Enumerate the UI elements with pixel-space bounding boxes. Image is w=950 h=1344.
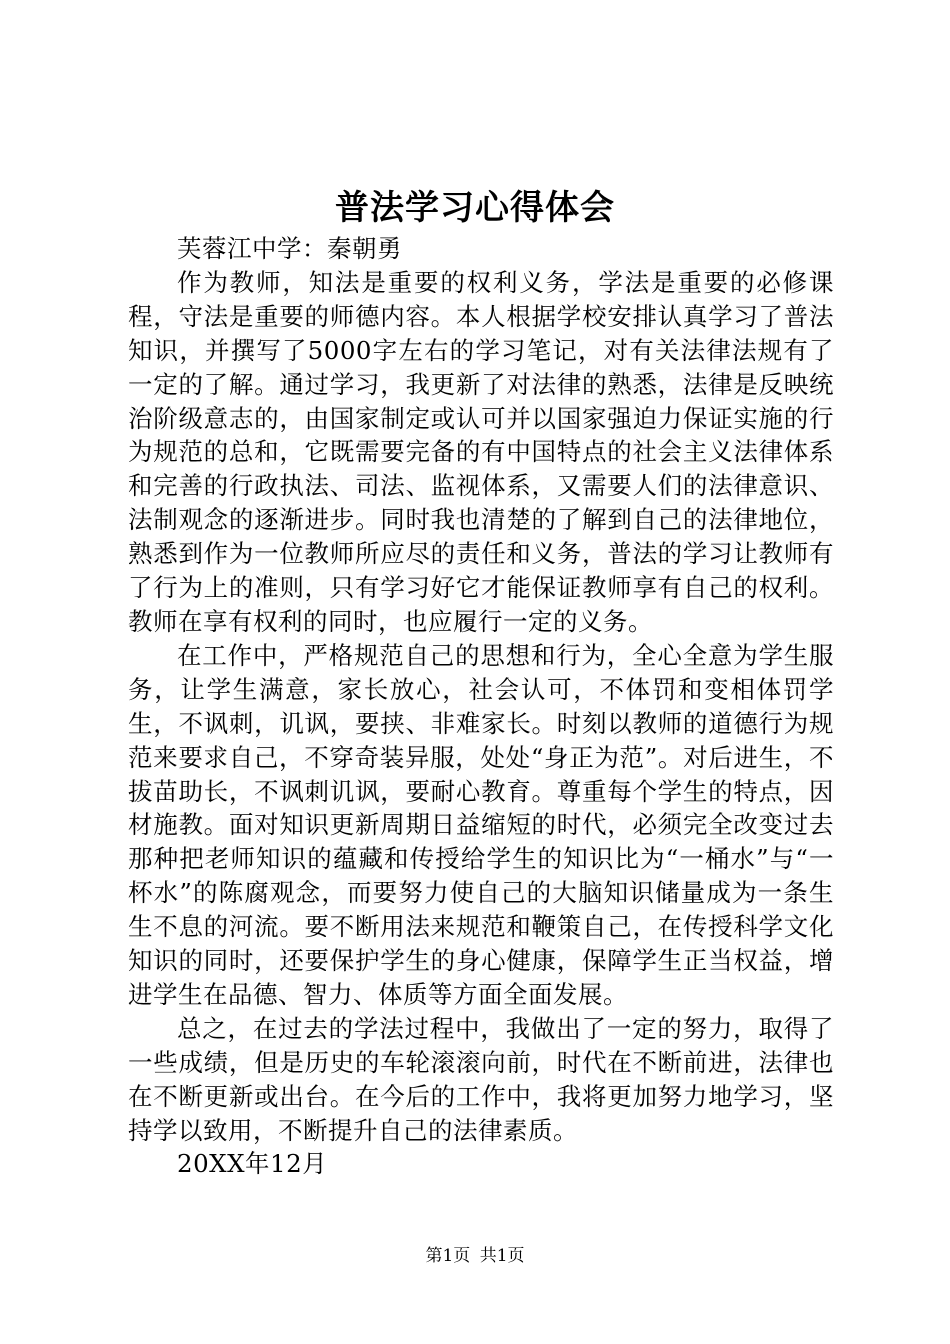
document-title: 普法学习心得体会: [335, 188, 615, 228]
paragraph-3: 总之，在过去的学法过程中，我做出了一定的努力，取得了一些成绩，但是历史的车轮滚滚向前，时代在不断前进，法律也在不断更新或出台。在今后的工作中，我将更加努力地学习，坚持学以致用，不断提升自己的法律素质。: [128, 1013, 834, 1145]
paragraph-1: 作为教师，知法是重要的权利义务，学法是重要的必修课程，守法是重要的师德内容。本人根据学校安排认真学习了普法知识，并撰写了5000字左右的学习笔记，对有关法律法规有了一定的了解。通过学习，我更新了对法律的熟悉，法律是反映统治阶级意志的，由国家制定或认可并以国家强迫力保证实施的行为规范的总和，它既需要完备的有中国特点的社会主义法律体系和完善的行政执法、司法、监视体系，又需要人们的法律意识、法制观念的逐渐进步。同时我也清楚的了解到自己的法律地位，熟悉到作为一位教师所应尽的责任和义务，普法的学习让教师有了行为上的准则，只有学习好它才能保证教师享有自己的权利。教师在享有权利的同时，也应履行一定的义务。: [128, 267, 834, 636]
document-body: [128, 232, 834, 1181]
page-total: 共1页: [479, 1246, 525, 1266]
paragraph-2: 在工作中，严格规范自己的思想和行为，全心全意为学生服务，让学生满意，家长放心，社会认可，不体罚和变相体罚学生，不讽刺，讥讽，要挟、非难家长。时刻以教师的道德行为规范来要求自己，不穿奇装异服，处处“身正为范”。对后进生，不拔苗助长，不讽刺讥讽，要耐心教育。尊重每个学生的特点，因材施教。面对知识更新周期日益缩短的时代，必须完全改变过去那种把老师知识的蕴藏和传授给学生的知识比为“一桶水”与“一杯水”的陈腐观念，而要努力使自己的大脑知识储量成为一条生生不息的河流。要不断用法来规范和鞭策自己，在传授科学文化知识的同时，还要保护学生的身心健康，保障学生正当权益，增进学生在品德、智力、体质等方面全面发展。: [128, 640, 834, 1009]
author-line: 芙蓉江中学：秦朝勇: [177, 234, 402, 263]
date-line: 20XX年12月: [177, 1149, 328, 1179]
page-footer: [0, 1244, 950, 1268]
page-number: 第1页: [425, 1246, 471, 1266]
